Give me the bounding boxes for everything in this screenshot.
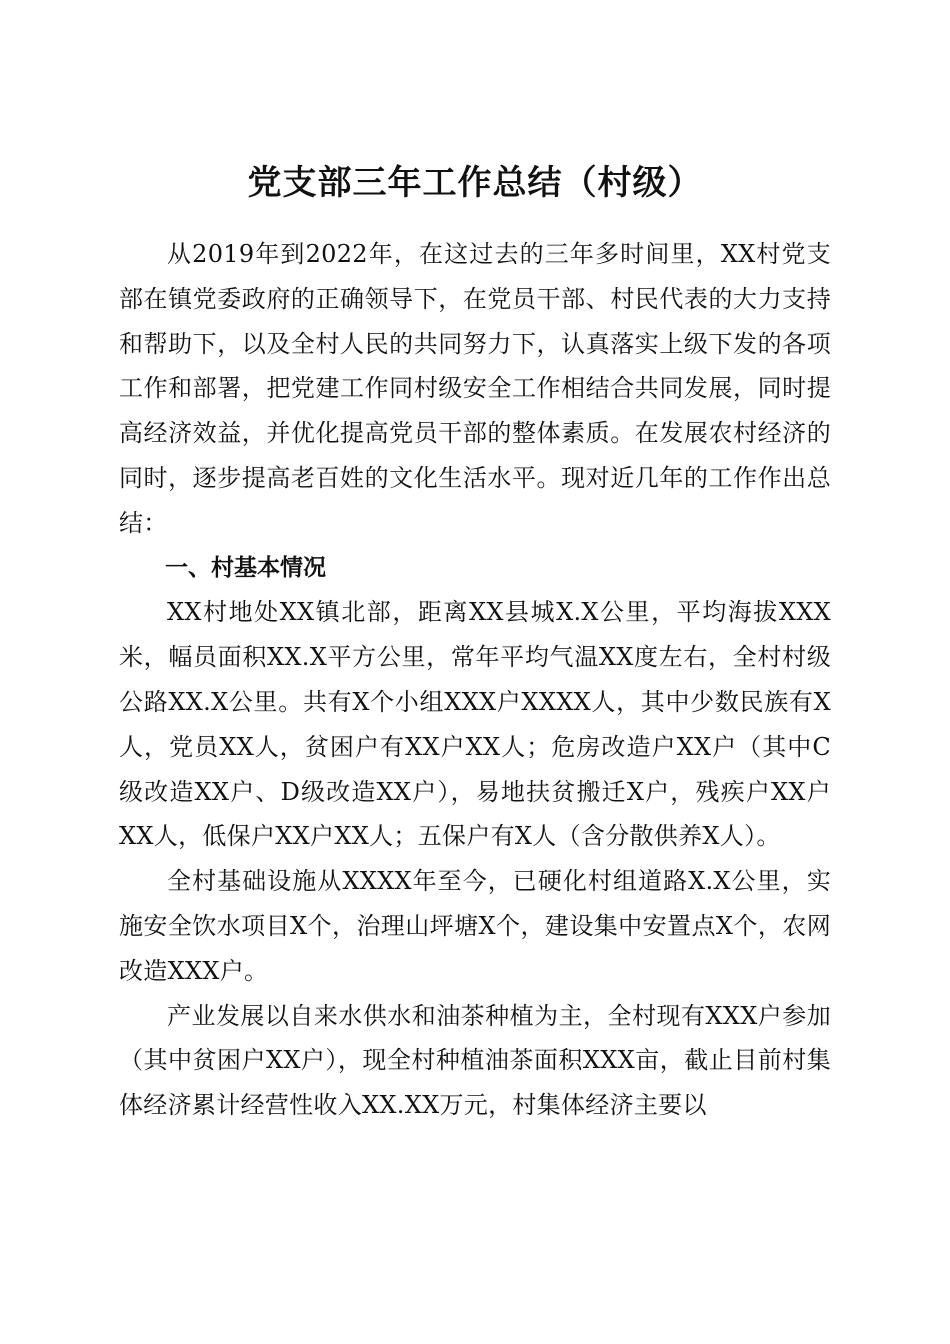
intro-paragraph: 从2019年到2022年，在这过去的三年多时间里，XX村党支部在镇党委政府的正确领导下，在党员干部、村民代表的大力支持和帮助下，以及全村人民的共同努力下，认真落实上级下发的各项工作和部署，把党建工作同村级安全工作相结合共同发展，同时提高经济效益，并优化提高党员干部的整体素质。在发展农村经济的同时，逐步提高老百姓的文化生活水平。现对近几年的工作作出总结：: [119, 240, 831, 537]
basic-info-paragraph: XX村地处XX镇北部，距离XX县城X.X公里，平均海拔XXX米，幅员面积XX.X平方公里，常年平均气温XX度左右，全村村级公路XX.X公里。共有X个小组XXX户XXXX人，其中少数民族有X人，党员XX人，贫困户有XX户XX人；危房改造户XX户（其中C级改造XX户、D级改造XX户），易地扶贫搬迁X户，残疾户XX户XX人，低保户XX户XX人；五保户有X人（含分散供养X人）。: [119, 598, 831, 851]
document-title: 党支部三年工作总结（村级）: [247, 162, 703, 203]
industry-paragraph: 产业发展以自来水供水和油茶种植为主，全村现有XXX户参加（其中贫困户XX户），现全村种植油茶面积XXX亩，截止目前村集体经济累计经营性收入XX.XX万元，村集体经济主要以: [119, 1001, 831, 1120]
infrastructure-paragraph: 全村基础设施从XXXX年至今，已硬化村组道路X.X公里，实施安全饮水项目X个，治理山坪塘X个，建设集中安置点X个，农网改造XXX户。: [119, 867, 831, 985]
section-heading-basic-info: 一、村基本情况: [165, 554, 326, 581]
document-body: [119, 232, 831, 1128]
